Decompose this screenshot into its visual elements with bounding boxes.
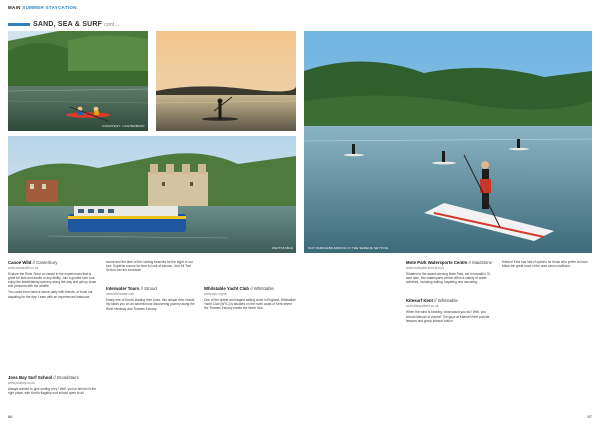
column-whitstable-yacht: [204, 260, 296, 312]
page-number-left: 86: [8, 414, 13, 419]
listing-body: scene and the time of the rushing beaches for the eight of our tour. Superbe course for time to look at canoes. Join Kit Tool School can the exclusive.: [106, 260, 193, 273]
listing-title: Joss Bay Surf School // Broadstairs: [8, 375, 79, 380]
listing-body: Always wanted to give surfing a try? Well, you've arrived in the right place, with Kent's flagship surf school open to all.: [8, 387, 97, 396]
listing-body: When the wind is blowing, what would you do? Well, you should kitesurf of course! The guys at Kitesurf Kent provide lessons and group kitesurf tuition.: [406, 310, 490, 323]
photo-caption: COURTESY: CANTERBURY: [102, 124, 145, 128]
listing-title: Whitstable Yacht Club // Whitstable: [204, 286, 274, 291]
section-title: SAND, SEA & SURF cont...: [33, 21, 120, 28]
listing-body: Kitesurf Kent has lots of options for those who prefer to learn. Make the great most of the area wind conditions.: [502, 260, 589, 269]
listing-body: One of the oldest and largest sailing clubs in England, Whitstable Yacht Club (WYC) is situated on the north coast of Kent where the Thames Estuary meets the North Sea.: [204, 298, 296, 311]
listing-title: Mote Park Watersports Centre // Maidstone: [406, 260, 493, 265]
magazine-header: [8, 5, 77, 10]
column-jones-bay: [8, 375, 98, 397]
listing-body: Situated in the award-winning Mote Park, set in beautiful 70-acre lake, this watersports centre offers a variety of water activities, including sailing, kayaking and canoeing.: [406, 272, 492, 285]
listing-url: www.kitesurfkent.co.uk: [406, 304, 439, 309]
listing-title: Interwater Tours // Stroud: [106, 286, 157, 292]
section-accent-bar: [8, 23, 30, 26]
photo-castle-riverboat: [8, 136, 296, 253]
column-continued: [106, 260, 196, 313]
magazine-name: MAIN: [8, 5, 21, 10]
listing-url: www.motepark.kent.sch.uk: [406, 266, 444, 270]
photo-paddleboard-sunset: [156, 31, 296, 131]
photo-canoe-river: [8, 31, 148, 131]
column-canoe-wild: [8, 260, 98, 301]
listing-title: Canoe Wild // Canterbury: [8, 260, 58, 265]
listing-body: Easily one of Kent's leading river tours, this unique river vessel trip takes you on an adventurous discovering journey along the River Medway and Thames Estuary.: [106, 298, 195, 311]
listing-body: Explore the River Stour on canoe in the experiences that is great for kids and adults of any ability. Join a guided river tour, enjoy the breathtaking scenery along the way and get up close and personal with the wildlife.: [8, 272, 97, 289]
listing-url: www.canoewild.co.uk: [8, 266, 39, 270]
listing-body: You could even have a canoe party with friends, or book out kayaking for the day. Learn with an experienced instructor.: [8, 290, 93, 299]
photo-lake-paddleboarders: [304, 31, 592, 253]
listing-url: www.jossbay.co.uk: [8, 381, 35, 385]
page-number-right: 87: [587, 414, 592, 419]
listing-url: www.interwater.com: [106, 292, 135, 297]
photo-caption: SUP PADDLEBOARDING IN THE SERENE SETTING: [308, 246, 389, 250]
listing-title: Kitesurf Kent // Whitstable: [406, 298, 458, 304]
listing-url: www.wyc.org.uk: [204, 292, 227, 296]
column-kitesurf-tail: [502, 260, 592, 270]
photo-caption: WHITSTABLE: [272, 246, 293, 250]
column-mote-park: [406, 260, 496, 325]
magazine-section: SUMMER STAYCATION: [22, 5, 77, 10]
